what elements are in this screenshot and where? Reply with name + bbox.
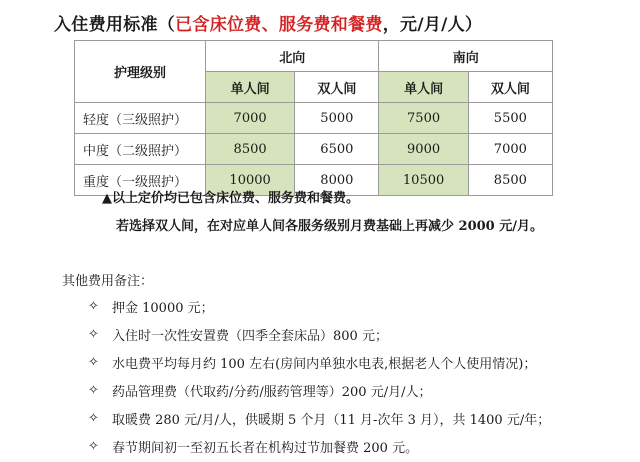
south-single-header: 单人间 <box>379 72 468 103</box>
title-highlight: 已含床位费、服务费和餐费 <box>175 15 383 35</box>
list-item <box>88 437 418 456</box>
north-single-cell: 10000 <box>206 165 295 196</box>
north-single-cell: 7000 <box>206 103 295 134</box>
north-single-cell: 8500 <box>206 134 295 165</box>
page-title <box>54 10 482 35</box>
table-header-row <box>75 41 553 72</box>
north-double-header: 双人间 <box>295 72 379 103</box>
note-included: ▲以上定价均已包含床位费、服务费和餐费。 <box>102 191 359 206</box>
diamond-star-icon: ✧ <box>88 355 99 370</box>
south-single-cell: 9000 <box>379 134 468 165</box>
list-item-text: 押金 10000 元； <box>112 301 214 316</box>
other-fees-title: 其他费用备注： <box>62 274 154 289</box>
table-row <box>75 103 553 134</box>
south-double-header: 双人间 <box>468 72 552 103</box>
diamond-star-icon: ✧ <box>88 383 99 398</box>
level-cell: 轻度（三级照护） <box>75 103 206 134</box>
south-header: 南向 <box>379 41 553 72</box>
diamond-star-icon: ✧ <box>88 327 99 342</box>
north-double-cell: 6500 <box>295 134 379 165</box>
south-double-cell: 7000 <box>468 134 552 165</box>
level-header: 护理级别 <box>75 41 206 103</box>
title-prefix: 入住费用标准（ <box>54 15 176 35</box>
diamond-star-icon: ✧ <box>88 439 99 454</box>
south-double-cell: 5500 <box>468 103 552 134</box>
table-row <box>75 134 553 165</box>
south-single-cell: 7500 <box>379 103 468 134</box>
list-item <box>88 353 536 372</box>
title-suffix: ，元/月/人） <box>382 15 483 35</box>
list-item <box>88 325 388 344</box>
diamond-star-icon: ✧ <box>88 411 99 426</box>
list-item-text: 水电费平均每月约 100 左右(房间内单独水电表,根据老人个人使用情况)； <box>112 357 537 372</box>
list-item <box>88 409 550 428</box>
diamond-star-icon: ✧ <box>88 299 99 314</box>
list-item <box>88 297 214 316</box>
fee-table <box>74 40 553 196</box>
north-header: 北向 <box>206 41 379 72</box>
north-double-cell: 5000 <box>295 103 379 134</box>
level-cell: 重度（一级照护） <box>75 165 206 196</box>
south-single-cell: 10500 <box>379 165 468 196</box>
note-double-room: 若选择双人间，在对应单人间各服务级别月费基础上再减少 2000 元/月。 <box>116 219 543 234</box>
list-item-text: 入住时一次性安置费（四季全套床品）800 元； <box>112 329 388 344</box>
list-item <box>88 381 431 400</box>
list-item-text: 取暖费 280 元/月/人，供暖期 5 个月（11 月-次年 3 月），共 1400 元/年； <box>112 413 551 428</box>
list-item-text: 春节期间初一至初五长者在机构过节加餐费 200 元。 <box>112 441 419 456</box>
list-item-text: 药品管理费（代取药/分药/服药管理等）200 元/月/人； <box>112 385 432 400</box>
north-single-header: 单人间 <box>206 72 295 103</box>
level-cell: 中度（二级照护） <box>75 134 206 165</box>
north-double-cell: 8000 <box>295 165 379 196</box>
south-double-cell: 8500 <box>468 165 552 196</box>
